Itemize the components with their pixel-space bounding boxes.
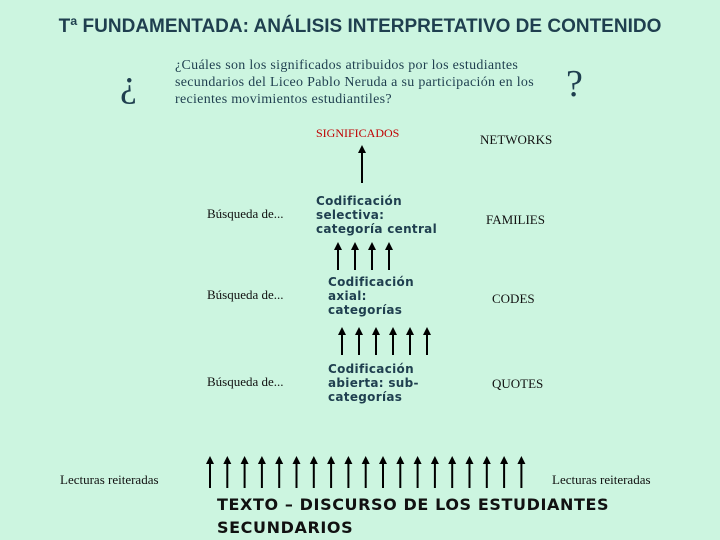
arrow-texto-4-head — [275, 456, 283, 464]
arrow-texto-12-head — [414, 456, 422, 464]
arrow-texto-0-head — [206, 456, 214, 464]
arrow-texto-18-head — [517, 456, 525, 464]
busqueda-label-1: Búsqueda de... — [207, 206, 284, 221]
arrow-texto-16-head — [483, 456, 491, 464]
arrow-texto-9-head — [362, 456, 370, 464]
close-question-mark: ? — [566, 63, 583, 105]
arrow-significados-head — [358, 145, 366, 153]
busqueda-label-2: Búsqueda de... — [207, 287, 284, 302]
page-title: Tª FUNDAMENTADA: ANÁLISIS INTERPRETATIVO DE CONTENIDO — [58, 16, 662, 37]
arrow-axial-0-head — [338, 327, 346, 335]
arrow-selectiva-1-head — [351, 242, 359, 250]
lecturas-reiteradas-right: Lecturas reiteradas — [552, 472, 651, 487]
arrow-texto-5-head — [293, 456, 301, 464]
arrow-axial-5-head — [423, 327, 431, 335]
arrow-texto-14-head — [448, 456, 456, 464]
arrow-texto-10-head — [379, 456, 387, 464]
arrow-texto-2-head — [241, 456, 249, 464]
lecturas-reiteradas-left: Lecturas reiteradas — [60, 472, 159, 487]
codificacion-axial-label: Codificación axial: categorías — [328, 275, 414, 317]
arrow-texto-8-head — [344, 456, 352, 464]
arrow-axial-4-head — [406, 327, 414, 335]
arrow-texto-11-head — [396, 456, 404, 464]
arrow-axial-3-head — [389, 327, 397, 335]
quotes-label: QUOTES — [492, 376, 544, 391]
open-question-mark: ¿ — [120, 63, 137, 105]
arrow-texto-7-head — [327, 456, 335, 464]
research-question: ¿Cuáles son los significados atribuidos por los estudiantes secundarios del Liceo Pablo Neruda a su participación en los recientes movimientos estudiantiles? — [175, 58, 534, 107]
arrow-axial-1-head — [355, 327, 363, 335]
codes-label: CODES — [492, 291, 535, 306]
significados-label: SIGNIFICADOS — [316, 126, 400, 140]
busqueda-label-3: Búsqueda de... — [207, 374, 284, 389]
networks-label: NETWORKS — [480, 132, 553, 147]
arrow-selectiva-3-head — [385, 242, 393, 250]
codificacion-selectiva-label: Codificación selectiva: categoría central — [316, 194, 437, 236]
arrow-texto-13-head — [431, 456, 439, 464]
codificacion-abierta-label: Codificación abierta: sub-categorías — [328, 362, 419, 404]
arrow-selectiva-0-head — [334, 242, 342, 250]
arrow-axial-2-head — [372, 327, 380, 335]
arrow-texto-6-head — [310, 456, 318, 464]
families-label: FAMILIES — [486, 212, 545, 227]
arrow-texto-17-head — [500, 456, 508, 464]
bottom-text-discurso: TEXTO – DISCURSO DE LOS ESTUDIANTES SECUNDARIOS — [217, 495, 610, 537]
arrow-texto-3-head — [258, 456, 266, 464]
arrow-texto-1-head — [223, 456, 231, 464]
arrow-texto-15-head — [466, 456, 474, 464]
arrow-selectiva-2-head — [368, 242, 376, 250]
